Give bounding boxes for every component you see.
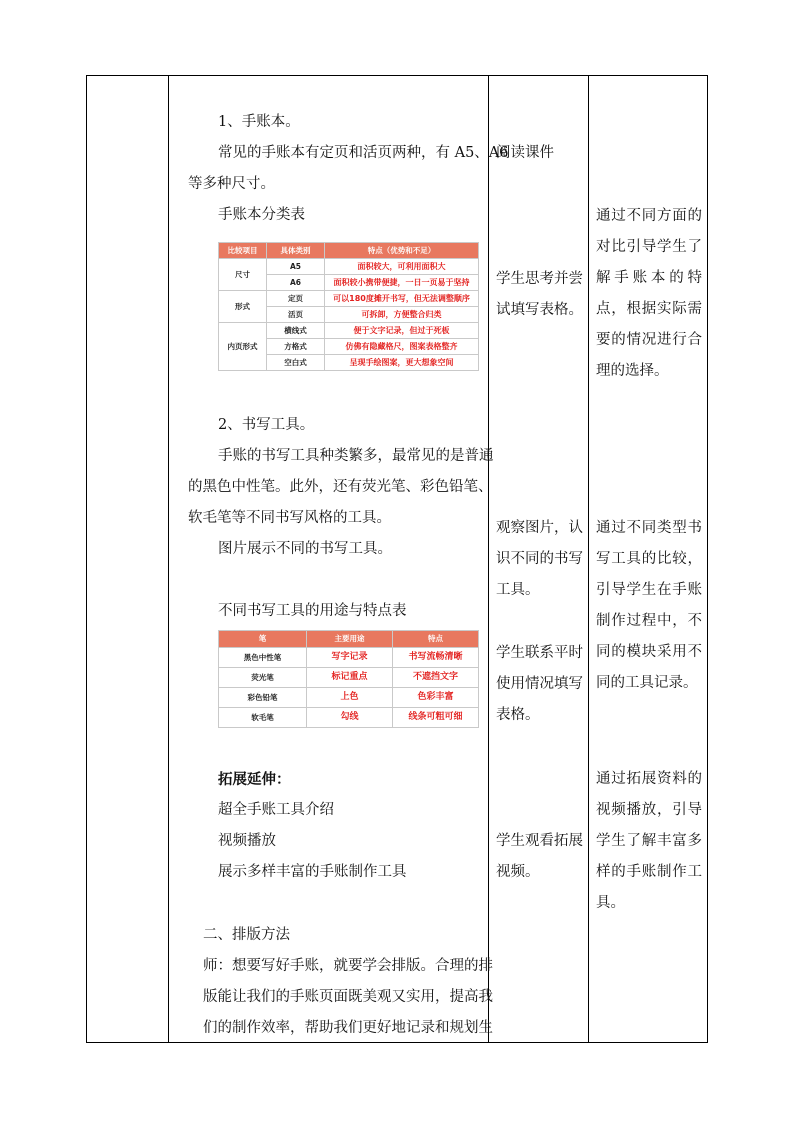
table-header-row — [219, 243, 479, 259]
extension-title: 拓展延伸： — [218, 771, 291, 788]
table-row — [219, 323, 479, 339]
table-cell-sub: A6 — [267, 275, 325, 291]
table-cell-use: 上色 — [307, 688, 393, 708]
section-2-line-2: 版能让我们的手账页面既美观又实用，提高我 — [203, 989, 493, 1005]
column-divider-3 — [588, 75, 589, 1043]
paragraph-notebook-line-1: 常见的手账本有定页和活页两种，有 A5、A6 — [218, 145, 509, 161]
table-cell-group: 尺寸 — [219, 259, 267, 291]
table-cell-sub: 横线式 — [267, 323, 325, 339]
table-cell-pen: 荧光笔 — [219, 668, 307, 688]
student-activity-3: 观察图片，认识不同的书写工具。 — [496, 520, 583, 598]
paragraph-tools-line-4: 图片展示不同的书写工具。 — [218, 541, 392, 557]
extension-item-1: 超全手账工具介绍 — [218, 802, 334, 818]
table-cell-feature: 仿佛有隐藏格尺，图案表格整齐 — [325, 339, 479, 355]
table-cell-group: 内页形式 — [219, 323, 267, 371]
table-cell-feature: 不遮挡文字 — [393, 668, 479, 688]
table-cell-feature: 线条可粗可细 — [393, 708, 479, 728]
table-row — [219, 648, 479, 668]
table-row — [219, 688, 479, 708]
paragraph-tools-line-3: 软毛笔等不同书写风格的工具。 — [188, 510, 391, 526]
table-cell-feature: 呈现手绘图案，更大想象空间 — [325, 355, 479, 371]
table-cell-feature: 色彩丰富 — [393, 688, 479, 708]
table1-caption: 手账本分类表 — [218, 207, 305, 223]
extension-item-3: 展示多样丰富的手账制作工具 — [218, 864, 407, 880]
table-header-cell: 笔 — [219, 631, 307, 648]
student-activity-5: 学生观看拓展视频。 — [496, 833, 583, 880]
paragraph-notebook-line-2: 等多种尺寸。 — [188, 176, 275, 192]
table-cell-use: 勾线 — [307, 708, 393, 728]
table-cell-feature: 便于文字记录，但过于死板 — [325, 323, 479, 339]
extension-item-2: 视频播放 — [218, 833, 276, 849]
section-2-line-3: 们的制作效率，帮助我们更好地记录和规划生 — [203, 1020, 493, 1036]
section-2-line-1: 师：想要写好手账，就要学会排版。合理的排 — [203, 958, 493, 974]
section-2-title: 二、排版方法 — [203, 927, 290, 943]
table-header-cell: 特点（优势和不足） — [325, 243, 479, 259]
table-header-cell: 主要用途 — [307, 631, 393, 648]
table-cell-group: 形式 — [219, 291, 267, 323]
table-cell-sub: 空白式 — [267, 355, 325, 371]
table-cell-feature: 可以180度摊开书写，但无法调整顺序 — [325, 291, 479, 307]
table-cell-use: 标记重点 — [307, 668, 393, 688]
table-cell-feature: 面积较小携带便捷，一日一页易于坚持 — [325, 275, 479, 291]
table-cell-feature: 书写流畅清晰 — [393, 648, 479, 668]
table-cell-pen: 黑色中性笔 — [219, 648, 307, 668]
table-cell-sub: 活页 — [267, 307, 325, 323]
heading-writing-tools: 2、书写工具。 — [218, 417, 315, 433]
table-cell-sub: 方格式 — [267, 339, 325, 355]
table-cell-feature: 面积较大，可利用面积大 — [325, 259, 479, 275]
design-intent-3: 通过拓展资料的视频播放，引导学生了解丰富多样的手账制作工具。 — [596, 771, 702, 911]
paragraph-tools-line-2: 的黑色中性笔。此外，还有荧光笔、彩色铅笔、 — [188, 479, 493, 495]
column-divider-1 — [168, 75, 169, 1043]
table-cell-sub: 定页 — [267, 291, 325, 307]
table-row — [219, 668, 479, 688]
table-cell-pen: 彩色铅笔 — [219, 688, 307, 708]
table2-caption: 不同书写工具的用途与特点表 — [218, 603, 407, 619]
table-cell-sub: A5 — [267, 259, 325, 275]
table-row — [219, 259, 479, 275]
notebook-classification-table — [218, 242, 479, 371]
table-row — [219, 291, 479, 307]
student-activity-4: 学生联系平时使用情况填写表格。 — [496, 645, 583, 723]
table-row — [219, 708, 479, 728]
table-header-row — [219, 631, 479, 648]
writing-tools-table — [218, 630, 479, 728]
student-activity-1: 阅读课件 — [496, 145, 554, 161]
paragraph-tools-line-1: 手账的书写工具种类繁多，最常见的是普通 — [218, 448, 494, 464]
column-divider-2 — [488, 75, 489, 1043]
table-header-cell: 比较项目 — [219, 243, 267, 259]
table-cell-use: 写字记录 — [307, 648, 393, 668]
heading-notebook: 1、手账本。 — [218, 114, 300, 130]
table-header-cell: 特点 — [393, 631, 479, 648]
table-header-cell: 具体类别 — [267, 243, 325, 259]
table-cell-pen: 软毛笔 — [219, 708, 307, 728]
design-intent-2: 通过不同类型书写工具的比较，引导学生在手账制作过程中，不同的模块采用不同的工具记录。 — [596, 520, 702, 691]
design-intent-1: 通过不同方面的对比引导学生了解手账本的特点，根据实际需要的情况进行合理的选择。 — [596, 208, 702, 379]
student-activity-2: 学生思考并尝试填写表格。 — [496, 271, 583, 318]
table-cell-feature: 可拆卸，方便整合归类 — [325, 307, 479, 323]
